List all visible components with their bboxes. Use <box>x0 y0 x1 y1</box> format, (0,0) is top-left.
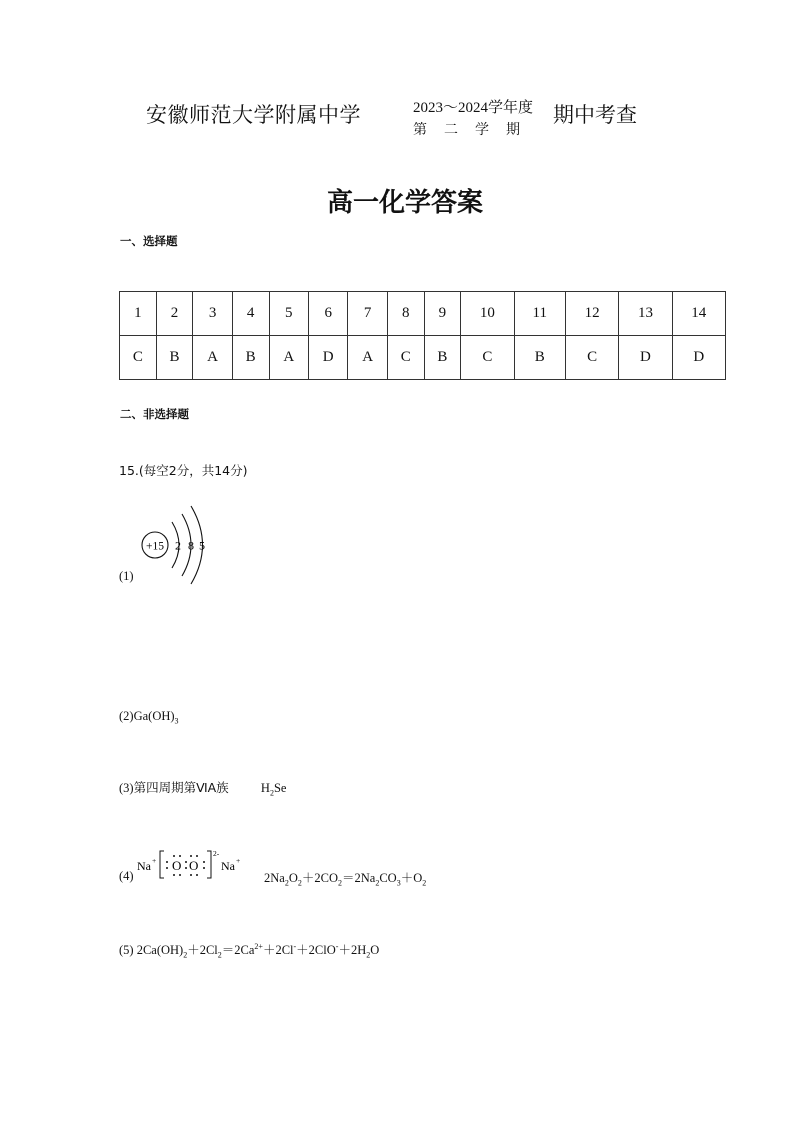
question-number: 13 <box>619 292 672 336</box>
q15-part4-label: (4) <box>119 869 134 883</box>
answer-letter: A <box>269 336 308 380</box>
answer-table-row-letters <box>120 336 726 380</box>
answer-table-row-numbers <box>120 292 726 336</box>
answer-letter: A <box>348 336 387 380</box>
q15-part2: $(2)Ga(OH)_3$ <box>119 709 179 726</box>
school-name: 安徽师范大学附属中学 <box>146 103 361 127</box>
answer-letter: B <box>514 336 565 380</box>
question-number: 12 <box>566 292 619 336</box>
answer-letter: D <box>672 336 725 380</box>
equation-chlorine-lime: $2Ca(OH)_2+2Cl_2=2Ca^{2+}+2Cl^-+2ClO^-+2H_2O$ <box>136 941 380 960</box>
question-number: 11 <box>514 292 565 336</box>
sodium-ion: Na <box>221 859 235 873</box>
section-choice: 一、选择题 <box>120 234 178 248</box>
sodium-charge: + <box>152 856 157 865</box>
question-number: 4 <box>232 292 269 336</box>
school-year: 2023～2024学年度 <box>413 100 534 116</box>
q15-heading: 15.(每空2分，共14分) <box>119 463 248 478</box>
q15-part4-equation: $2Na_2O_2+2CO_2=2Na_2CO_3+O_2$ <box>264 871 427 888</box>
q15-part1-label: (1) <box>119 569 134 583</box>
question-number: 8 <box>387 292 424 336</box>
sodium-peroxide-electron-formula <box>136 846 248 882</box>
q15-part3: (3)第四周期第ⅥA族 $H_2Se$ <box>119 780 287 798</box>
answer-letter: D <box>308 336 347 380</box>
sodium-charge: + <box>236 856 241 865</box>
peroxide-charge: 2- <box>213 849 220 858</box>
question-number: 9 <box>424 292 461 336</box>
exam-name: 期中考查 <box>553 103 637 127</box>
answer-letter: C <box>461 336 514 380</box>
formula-gaoh3: $Ga(OH)_3$ <box>133 709 179 726</box>
formula-h2se: $H_2Se$ <box>260 781 287 798</box>
answer-letter: A <box>193 336 232 380</box>
oxygen-atom: O <box>189 858 199 873</box>
question-number: 10 <box>461 292 514 336</box>
question-number: 6 <box>308 292 347 336</box>
oxygen-atom: O <box>172 858 182 873</box>
answer-letter: B <box>232 336 269 380</box>
nucleus-charge: +15 <box>146 540 164 553</box>
page-title: 高一化学答案 <box>326 188 483 218</box>
shell-electrons: 8 <box>188 538 194 553</box>
semester: 第二学期 <box>413 122 537 138</box>
shell-electrons: 2 <box>175 538 181 553</box>
answer-letter: C <box>120 336 157 380</box>
question-number: 14 <box>672 292 725 336</box>
answer-letter: B <box>424 336 461 380</box>
right-bracket <box>207 851 211 878</box>
question-number: 5 <box>269 292 308 336</box>
question-number: 2 <box>156 292 193 336</box>
sodium-ion: Na <box>137 859 151 873</box>
answer-table <box>119 291 726 380</box>
answer-letter: B <box>156 336 193 380</box>
q15-part5: (5) $2Ca(OH)_2+2Cl_2=2Ca^{2+}+2Cl^-+2ClO^-+2H_2O$ <box>119 941 380 960</box>
shell-electrons: 5 <box>199 538 205 553</box>
answer-letter: C <box>566 336 619 380</box>
section-non-choice: 二、非选择题 <box>120 407 189 421</box>
question-number: 3 <box>193 292 232 336</box>
question-number: 7 <box>348 292 387 336</box>
answer-letter: C <box>387 336 424 380</box>
left-bracket <box>160 851 164 878</box>
atom-structure-diagram <box>136 500 216 590</box>
answer-letter: D <box>619 336 672 380</box>
question-number: 1 <box>120 292 157 336</box>
